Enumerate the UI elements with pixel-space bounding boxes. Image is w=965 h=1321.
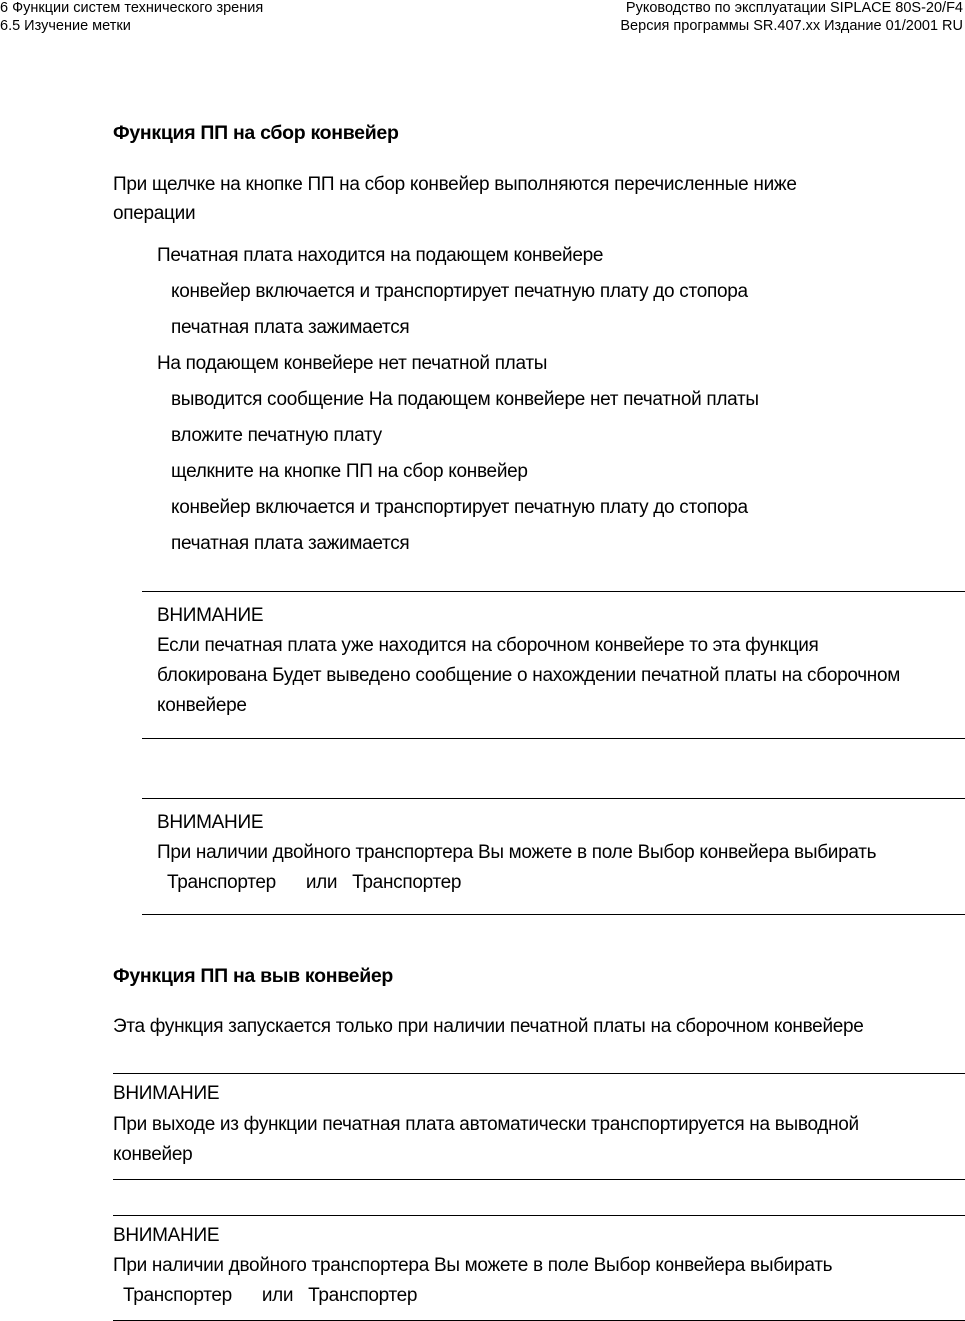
list-item: щелкните на кнопке ПП на сбор конвейер [171, 461, 528, 482]
list-item: конвейер включается и транспортирует печатную плату до стопора [171, 281, 748, 302]
list-item: печатная плата зажимается [171, 317, 410, 338]
note-text: Если печатная плата уже находится на сборочном конвейере то эта функция [157, 635, 819, 656]
header-version: Версия программы SR.407.xx Издание 01/2001 RU [620, 18, 963, 34]
note-text: конвейере [157, 695, 247, 716]
divider [113, 1179, 965, 1180]
note-text: Транспортер или Транспортер [113, 1285, 418, 1306]
header-chapter: 6 Функции систем технического зрения [0, 0, 264, 16]
header-manual: Руководство по эксплуатации SIPLACE 80S-20/F4 [625, 0, 963, 16]
note-label: ВНИМАНИЕ [157, 605, 264, 626]
divider [142, 798, 965, 799]
divider [142, 914, 965, 915]
note-text: блокирована Будет выведено сообщение о нахождении печатной платы на сборочном [157, 665, 901, 686]
divider [113, 1073, 965, 1074]
divider [142, 591, 965, 592]
section2-title: Функция ПП на выв конвейер [113, 965, 394, 987]
section1-title: Функция ПП на сбор конвейер [113, 122, 399, 144]
note-text: При наличии двойного транспортера Вы можете в поле Выбор конвейера выбирать [113, 1255, 833, 1276]
note-label: ВНИМАНИЕ [113, 1225, 220, 1246]
note-text: При наличии двойного транспортера Вы можете в поле Выбор конвейера выбирать [157, 842, 877, 863]
list-item: выводится сообщение На подающем конвейере нет печатной платы [171, 389, 759, 410]
divider [113, 1215, 965, 1216]
list-item: печатная плата зажимается [171, 533, 410, 554]
note-text: При выходе из функции печатная плата автоматически транспортируется на выводной [113, 1114, 859, 1135]
divider [142, 738, 965, 739]
case-heading: На подающем конвейере нет печатной платы [157, 353, 548, 374]
note-label: ВНИМАНИЕ [157, 812, 264, 833]
list-item: вложите печатную плату [171, 425, 382, 446]
note-text: Транспортер или Транспортер [157, 872, 462, 893]
note-text: конвейер [113, 1144, 193, 1165]
list-item: конвейер включается и транспортирует печатную плату до стопора [171, 497, 748, 518]
case-heading: Печатная плата находится на подающем конвейере [157, 245, 604, 266]
paragraph: операции [113, 203, 196, 224]
note-label: ВНИМАНИЕ [113, 1083, 220, 1104]
paragraph: При щелчке на кнопке ПП на сбор конвейер выполняются перечисленные ниже [113, 174, 797, 195]
paragraph: Эта функция запускается только при наличии печатной платы на сборочном конвейере [113, 1016, 864, 1037]
header-section: 6.5 Изучение метки [0, 18, 131, 34]
